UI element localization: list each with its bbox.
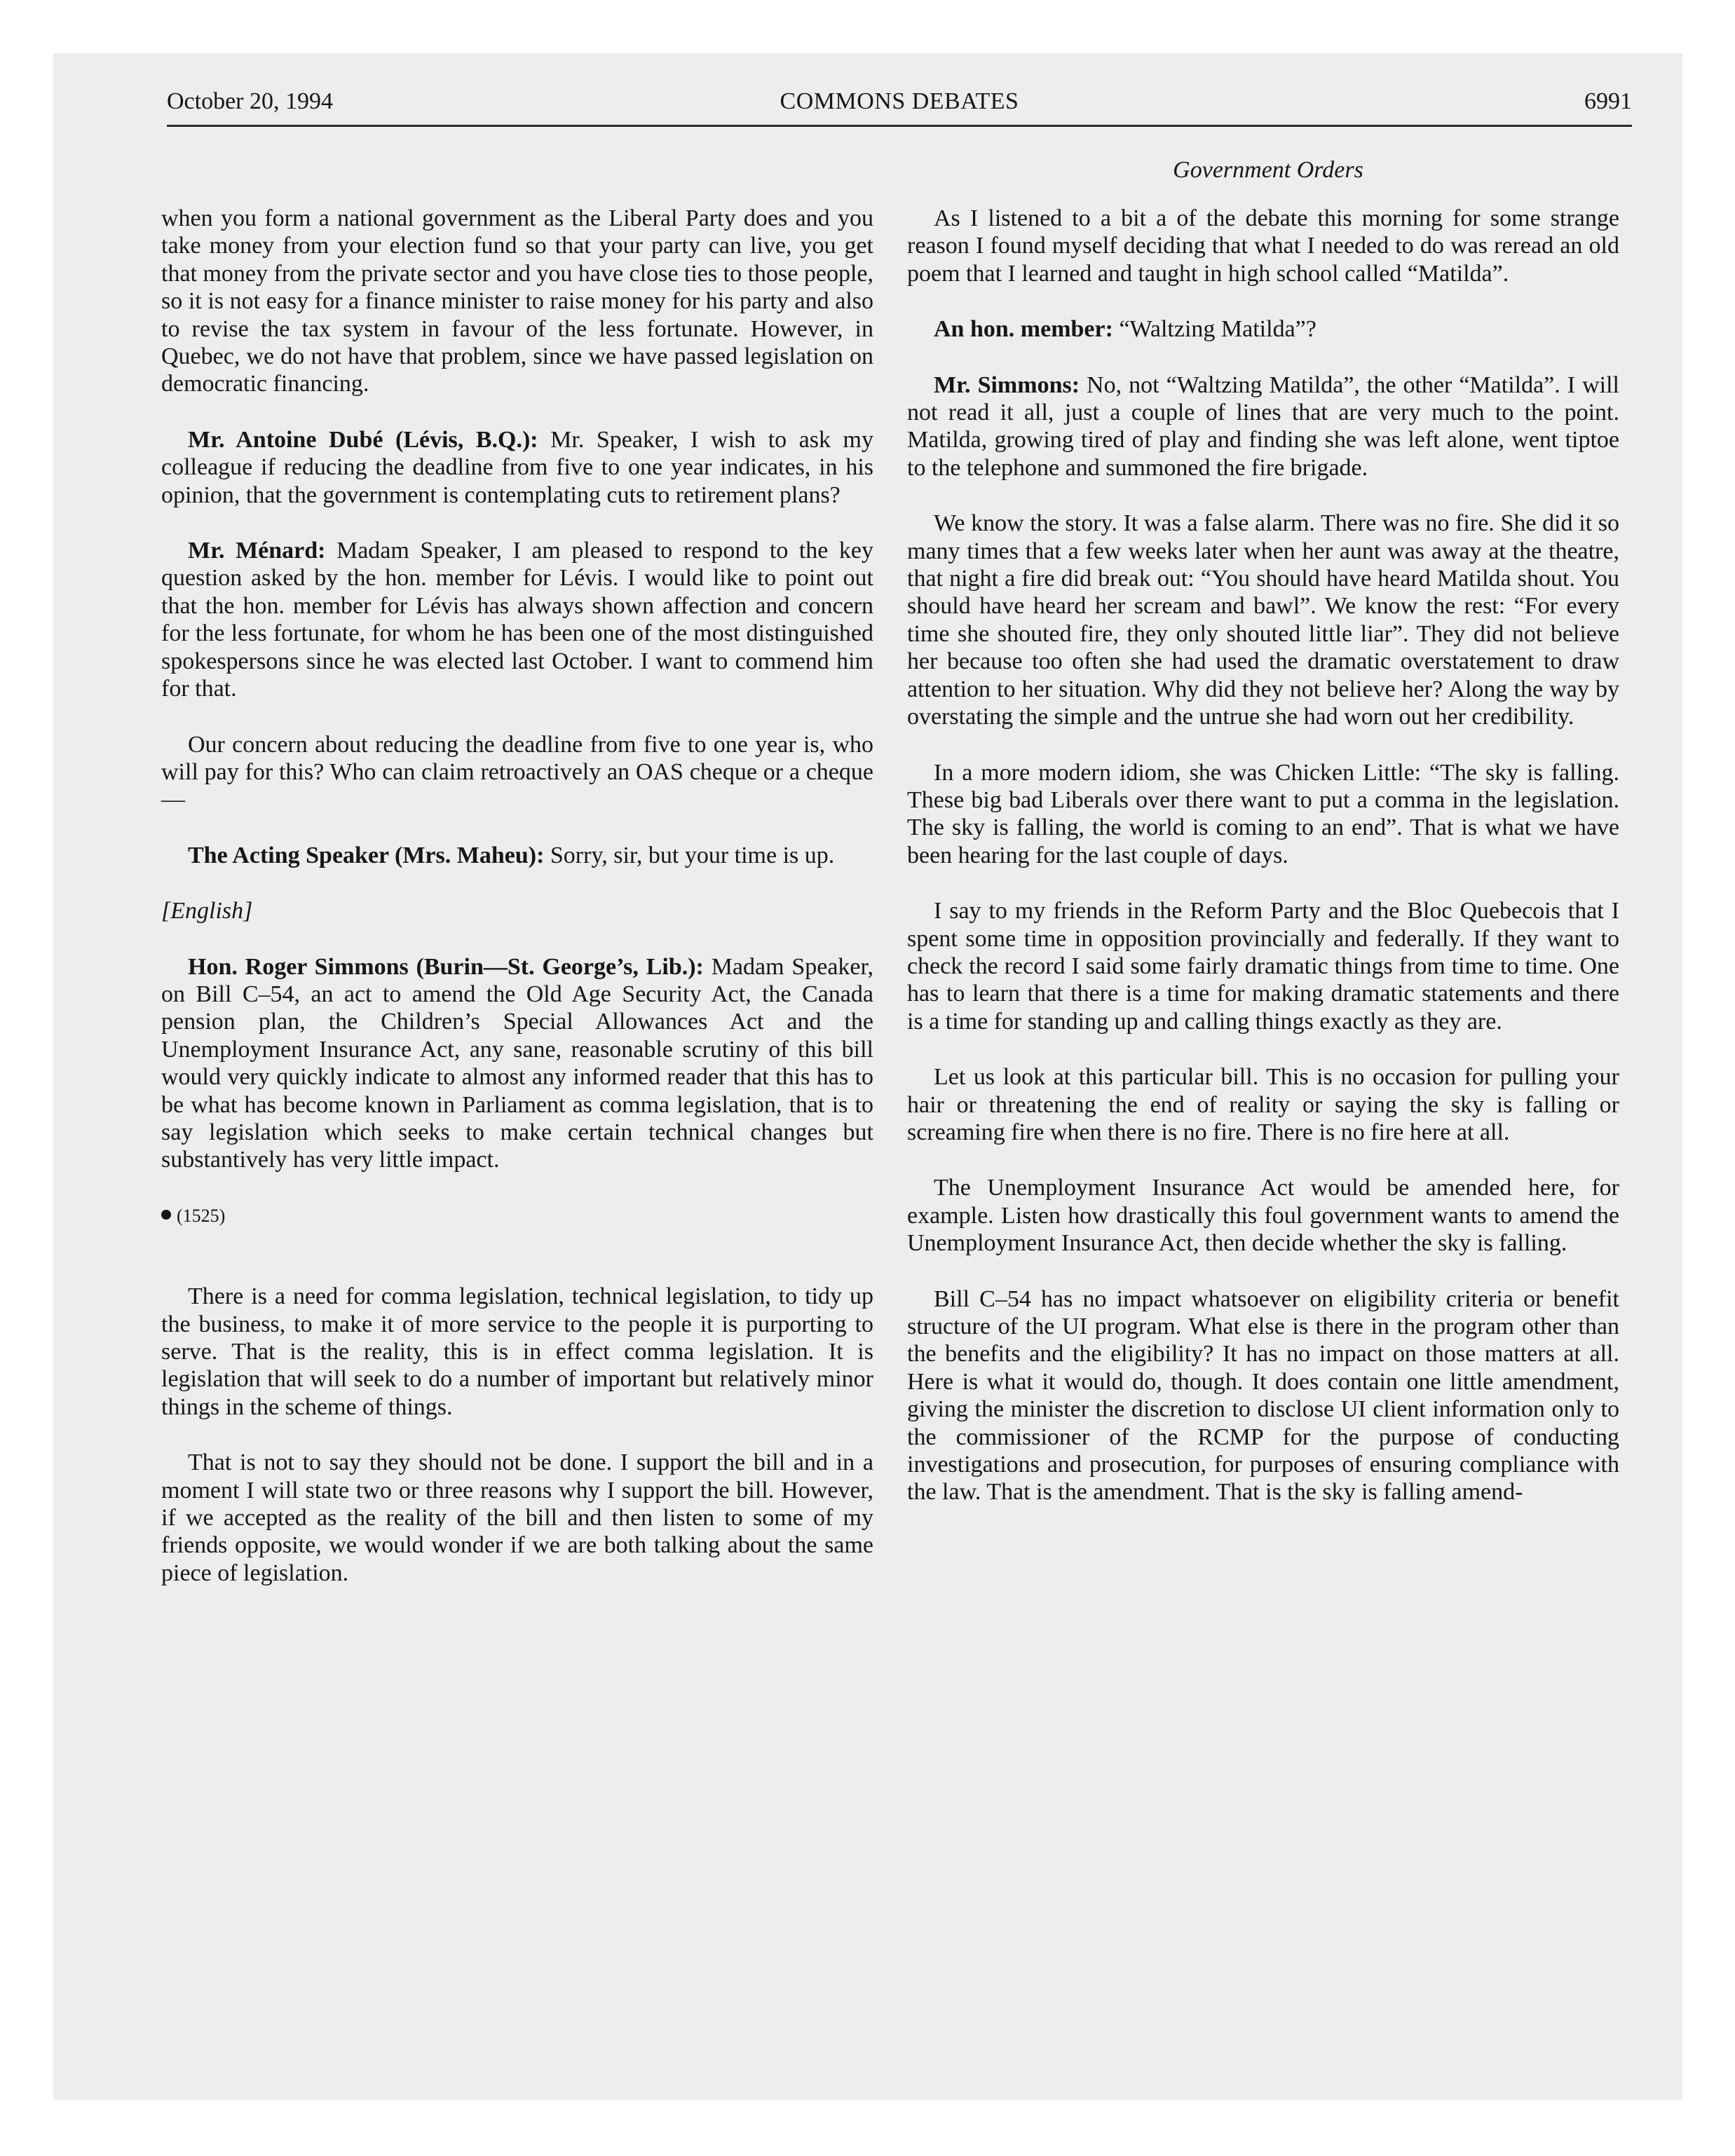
left-column <box>161 205 873 1615</box>
speech-paragraph <box>161 842 873 869</box>
paragraph: We know the story. It was a false alarm. There was no fire. She did it so many times that a few weeks later when her aunt was away at the theatre, that night a fire did break out: “You should have heard Matilda shout. You should have heard her scream and bawl”. We know the rest: “For every time she shouted fire, they only shouted little liar”. They did not believe her because too often she had used the dramatic overstatement to draw attention to her situation. Why did they not believe her? Along the way by overstating the simple and the untrue she had worn out her credibility. <box>907 510 1619 730</box>
speech-text: Madam Speaker, I am pleased to respond to the key question asked by the hon. member for Lévis. I would like to point out that the hon. member for Lévis has always shown affection and concern for the less fortunate, for whom he has been one of the most distinguished spokespersons since he was elected last October. I want to commend him for that. <box>161 538 873 702</box>
speech-paragraph <box>161 953 873 1174</box>
paragraph: I say to my friends in the Reform Party and the Bloc Quebecois that I spent some time in opposition provincially and federally. If they want to check the record I said some fairly dramatic things from time to time. One has to learn that there is a time for making dramatic statements and there is a time for standing up and calling things exactly as they are. <box>907 898 1619 1035</box>
paragraph: There is a need for comma legislation, technical legislation, to tidy up the business, to make it of more service to the people it is purporting to serve. That is the reality, this is in effect comma legislation. It is legislation that will seek to do a number of important but relatively minor things in the scheme of things. <box>161 1283 873 1420</box>
language-marker: [English] <box>161 898 253 925</box>
paragraph: Let us look at this particular bill. This is no occasion for pulling your hair or threatening the end of reality or saying the sky is falling or screaming fire when there is no fire. There is no fire here at all. <box>907 1064 1619 1145</box>
paragraph: The Unemployment Insurance Act would be amended here, for example. Listen how drastically this foul government wants to amend the Unemployment Insurance Act, then decide whether the sky is falling. <box>907 1175 1619 1257</box>
paragraph: As I listened to a bit a of the debate this morning for some strange reason I found myself deciding that what I needed to do was reread an old poem that I learned and taught in high school called “Matilda”. <box>907 205 1619 287</box>
bullet-icon <box>161 1210 171 1220</box>
speech-text: No, not “Waltzing Matilda”, the other “Matilda”. I will not read it all, just a couple of lines that are very much to the point. Matilda, growing tired of play and finding she was left alone, went tiptoe to the telephone and summoned the fire brigade. <box>907 371 1619 481</box>
speech-paragraph <box>161 537 873 702</box>
speaker-name: Mr. Simmons: <box>934 371 1080 398</box>
timestamp-marker <box>161 1202 873 1229</box>
speaker-name: Mr. Ménard: <box>188 538 326 564</box>
paragraph: Our concern about reducing the deadline from five to one year is, who will pay for this? Who can claim retroactively an OAS cheque or a cheque— <box>161 731 873 813</box>
right-column <box>907 205 1619 1534</box>
speech-text: Madam Speaker, on Bill C–54, an act to amend the Old Age Security Act, the Canada pension plan, the Children’s Special Allowances Act and the Unemployment Insurance Act, any sane, reasonable scrutiny of this bill would very quickly indicate to almost any informed reader that this has to be what has become known in Parliament as comma legislation, that is to say legislation which seeks to make certain technical changes but substantively has very little impact. <box>161 953 873 1173</box>
speech-paragraph <box>907 315 1619 343</box>
header-date: October 20, 1994 <box>167 88 334 114</box>
paragraph: In a more modern idiom, she was Chicken Little: “The sky is falling. These big bad Liberals over there want to put a comma in the legislation. The sky is falling, the world is coming to an end”. That is what we have been hearing for the last couple of days. <box>907 759 1619 868</box>
page-header <box>167 83 1632 125</box>
speech-text: Mr. Speaker, I wish to ask my colleague if reducing the deadline from five to one year indicates, in his opinion, that the government is contemplating cuts to retirement plans? <box>161 426 873 508</box>
speech-text: Sorry, sir, but your time is up. <box>544 842 835 868</box>
paragraph: when you form a national government as the Liberal Party does and you take money from your election fund so that your party can live, you get that money from the private sector and you have close ties to those people, so it is not easy for a finance minister to raise money for his party and also to revise the tax system in favour of the less fortunate. However, in Quebec, we do not have that problem, since we have passed legislation on democratic financing. <box>161 205 873 397</box>
speaker-name: The Acting Speaker (Mrs. Maheu): <box>188 842 545 868</box>
page-number: 6991 <box>1584 88 1632 114</box>
section-heading: Government Orders <box>1173 157 1363 183</box>
speaker-name: Hon. Roger Simmons (Burin—St. George’s, Lib.): <box>188 953 704 980</box>
paragraph: Bill C–54 has no impact whatsoever on eligibility criteria or benefit structure of the UI program. What else is there in the program other than the benefits and the eligibility? It has no impact on those matters at all. Here is what it would do, though. It does contain one little amendment, giving the minister the discretion to disclose UI client information only to the commissioner of the RCMP for the purpose of conducting investigations and prosecution, for purposes of ensuring compliance with the law. That is the amendment. That is the sky is falling amend- <box>907 1285 1619 1506</box>
speech-paragraph <box>161 426 873 509</box>
speaker-name: An hon. member: <box>934 316 1113 343</box>
paragraph: That is not to say they should not be done. I support the bill and in a moment I will state two or three reasons why I support the bill. However, if we accepted as the reality of the bill and then listen to some of my friends opposite, we would wonder if we are both talking about the same piece of legislation. <box>161 1449 873 1586</box>
speaker-name: Mr. Antoine Dubé (Lévis, B.Q.): <box>188 426 538 453</box>
header-rule <box>167 125 1632 127</box>
speech-paragraph <box>907 371 1619 482</box>
publication-title: COMMONS DEBATES <box>780 88 1019 114</box>
timestamp: (1525) <box>177 1205 226 1226</box>
speech-text: “Waltzing Matilda”? <box>1113 316 1316 343</box>
